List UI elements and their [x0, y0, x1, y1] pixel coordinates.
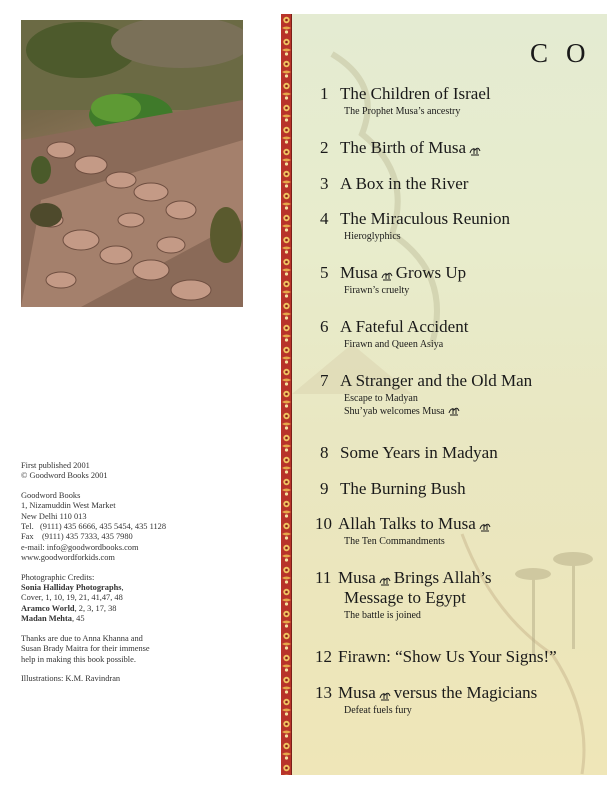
toc-entry[interactable] — [320, 479, 466, 499]
chapter-title: The Miraculous Reunion — [340, 209, 510, 228]
contents-page — [281, 14, 607, 775]
chapter-title: A Stranger and the Old Man — [340, 371, 533, 390]
fax-line: Fax (9111) 435 7333, 435 7980 — [21, 532, 133, 542]
chapter-title: Allah Talks to Musa — [338, 514, 476, 533]
thanks-line-2: Susan Brady Maitra for their immense — [21, 644, 150, 654]
photo-credits-heading: Photographic Credits: — [21, 572, 95, 582]
toc-entry[interactable] — [320, 263, 466, 296]
chapter-title: Musa — [340, 263, 378, 282]
chapter-number: 3 — [320, 174, 329, 193]
credit-detail: , — [121, 583, 124, 593]
chapter-number: 10 — [315, 514, 332, 533]
website-line: www.goodwordforkids.com — [21, 553, 115, 563]
honorific-icon — [448, 405, 460, 416]
floral-border — [281, 14, 292, 775]
chapter-title: Musa — [338, 568, 376, 587]
credit-name: Madan Mehta — [21, 614, 72, 624]
chapter-subtitle: Firawn’s cruelty — [344, 285, 410, 296]
credit-detail: , 2, 3, 17, 38 — [74, 603, 117, 613]
chapter-number: 1 — [320, 84, 329, 103]
chapter-title: A Box in the River — [340, 174, 469, 193]
chapter-subtitle: Firawn and Queen Asiya — [344, 339, 444, 350]
telephone-line: Tel. (9111) 435 6666, 435 5454, 435 1128 — [21, 522, 167, 532]
credit-detail: , 45 — [71, 614, 85, 624]
chapter-title-cont: Grows Up — [395, 263, 467, 282]
publisher-name: Goodword Books — [21, 490, 81, 500]
chapter-title: The Burning Bush — [340, 479, 466, 498]
credit-line — [21, 614, 271, 624]
chapter-subtitle — [344, 406, 532, 417]
credit-line — [21, 583, 271, 593]
chapter-subtitle-text: Shu’yab welcomes Musa — [344, 406, 445, 417]
chapter-subtitle: The battle is joined — [344, 610, 421, 621]
chapter-title: A Fateful Accident — [340, 317, 469, 336]
toc-entry[interactable] — [315, 683, 537, 716]
chapter-title: The Birth of Musa — [340, 138, 467, 157]
chapter-subtitle: Defeat fuels fury — [344, 705, 412, 716]
address-line-1: 1, Nizamuddin West Market — [21, 501, 116, 511]
toc-entry[interactable] — [320, 443, 498, 463]
honorific-icon — [379, 688, 391, 699]
toc-entry[interactable] — [315, 568, 492, 621]
toc-entry[interactable] — [320, 317, 468, 350]
chapter-number: 12 — [315, 647, 332, 666]
chapter-title: Some Years in Madyan — [340, 443, 498, 462]
first-published: First published 2001 — [21, 461, 90, 470]
honorific-icon — [479, 519, 491, 530]
credit-detail: Cover, 1, 10, 19, 21, 41,47, 48 — [21, 593, 123, 603]
landscape-photo — [21, 20, 243, 307]
credit-line — [21, 604, 271, 614]
credit-name: Aramco World — [21, 603, 75, 613]
toc-entry[interactable] — [320, 138, 484, 158]
chapter-title-line-2: Message to Egypt — [344, 588, 466, 607]
chapter-number: 9 — [320, 479, 329, 498]
chapter-number: 2 — [320, 138, 329, 157]
chapter-number: 7 — [320, 371, 329, 390]
chapter-subtitle: The Prophet Musa’s ancestry — [344, 106, 461, 117]
chapter-subtitle: Escape to Madyan — [344, 393, 418, 404]
chapter-number: 11 — [315, 568, 332, 587]
email-line: e-mail: info@goodwordbooks.com — [21, 542, 139, 552]
address-line-2: New Delhi 110 013 — [21, 511, 87, 521]
toc-entry[interactable] — [320, 174, 468, 194]
credit-line — [21, 593, 271, 603]
imprint-block — [21, 461, 271, 684]
honorific-icon — [381, 268, 393, 279]
chapter-title-cont: Brings Allah’s — [393, 568, 492, 587]
chapter-title: Musa — [338, 683, 376, 702]
toc-entry[interactable] — [315, 514, 494, 547]
chapter-number: 13 — [315, 683, 332, 702]
chapter-title: The Children of Israel — [340, 84, 491, 103]
thanks-line-1: Thanks are due to Anna Khanna and — [21, 633, 143, 643]
toc-entry[interactable] — [320, 209, 510, 242]
toc-entry[interactable] — [320, 84, 491, 117]
chapter-number: 4 — [320, 209, 329, 228]
chapter-subtitle: The Ten Commandments — [344, 536, 445, 547]
copyright-line: © Goodword Books 2001 — [21, 471, 108, 481]
chapter-title: Firawn: “Show Us Your Signs!” — [338, 647, 557, 666]
chapter-number: 6 — [320, 317, 329, 336]
honorific-icon — [379, 573, 391, 584]
illustrations-credit: Illustrations: K.M. Ravindran — [21, 673, 121, 683]
honorific-icon — [469, 143, 481, 154]
chapter-subtitle: Hieroglyphics — [344, 231, 401, 242]
toc-entry[interactable] — [320, 371, 532, 417]
chapter-title-cont: versus the Magicians — [393, 683, 538, 702]
credit-name: Sonia Halliday Photographs — [21, 583, 122, 593]
chapter-number: 8 — [320, 443, 329, 462]
toc-entry[interactable] — [315, 647, 557, 667]
chapter-number: 5 — [320, 263, 329, 282]
thanks-line-3: help in making this book possible. — [21, 654, 136, 664]
contents-heading: CO — [530, 38, 604, 68]
